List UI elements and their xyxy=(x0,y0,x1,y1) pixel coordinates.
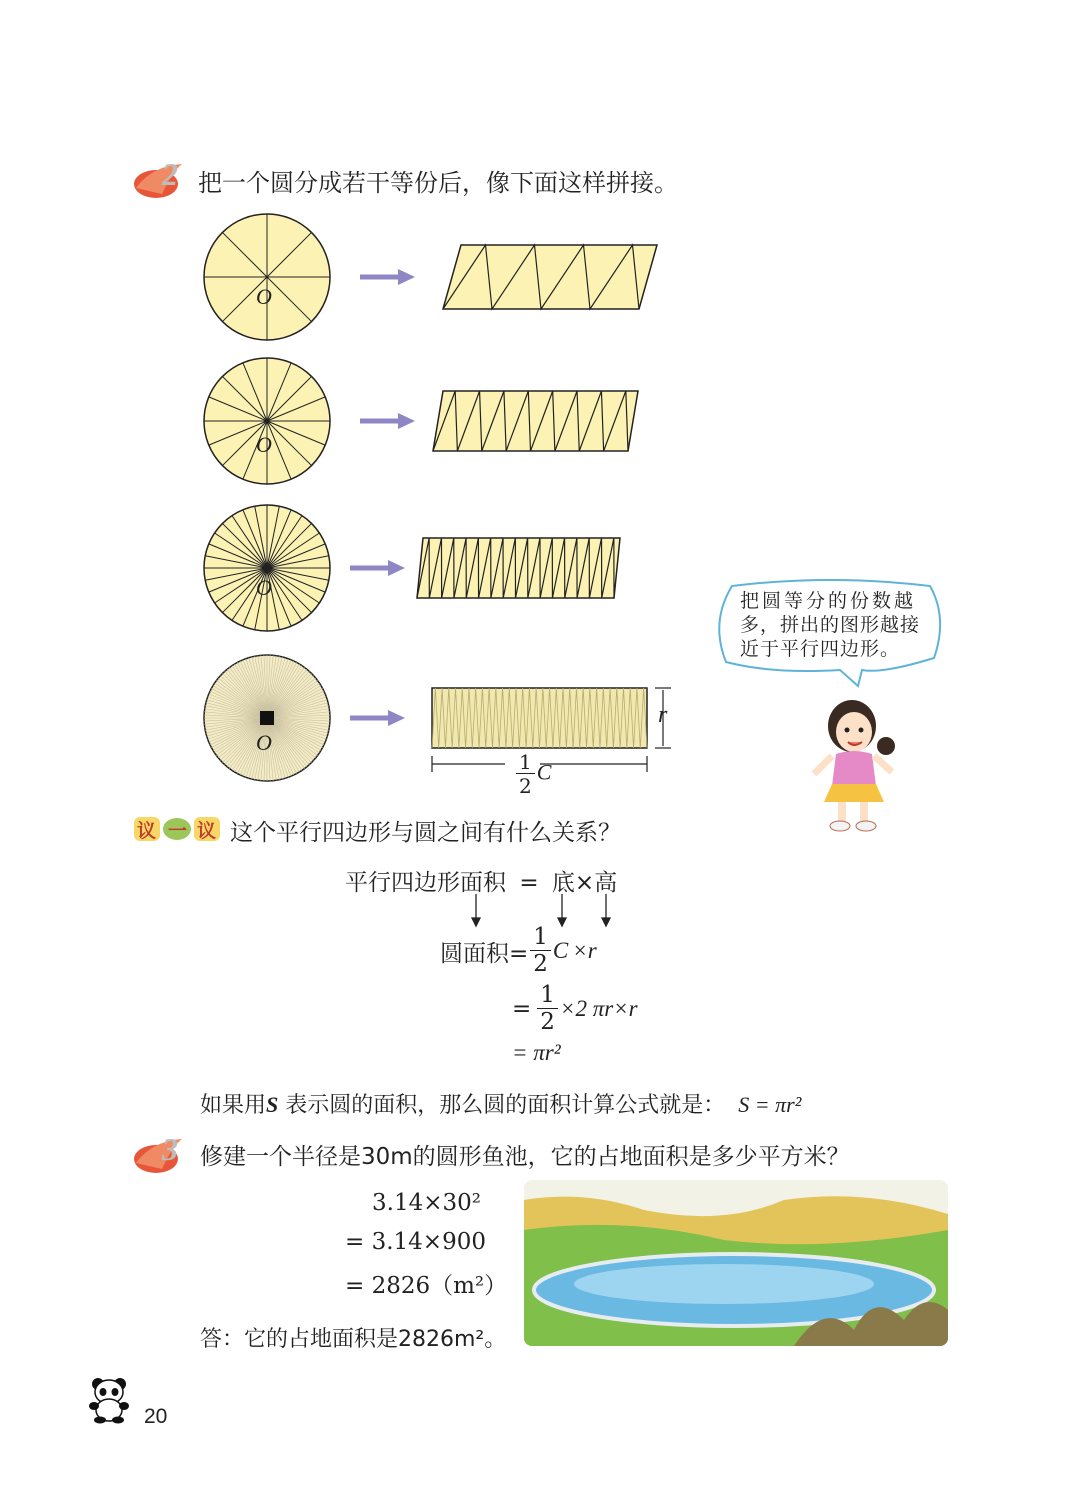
arrow-head xyxy=(388,710,405,726)
discuss-badge-char-1: 议 xyxy=(137,820,157,842)
base-den: 2 xyxy=(519,774,532,798)
height-label: r xyxy=(658,702,668,728)
discuss-badge xyxy=(132,815,222,843)
discuss-text: 这个平行四边形与圆之间有什么关系？ xyxy=(230,820,621,846)
panda-mascot-icon xyxy=(86,1374,136,1424)
base-num: 1 xyxy=(516,752,535,774)
circle-center-dot xyxy=(260,711,274,725)
discuss-badge-char-2: 一 xyxy=(168,820,188,842)
base-word: 底 xyxy=(551,870,575,896)
example-3-badge xyxy=(132,1133,196,1175)
base-var: C xyxy=(536,759,552,785)
equals-sign-2: = xyxy=(512,996,532,1022)
center-label-2: O xyxy=(256,432,272,457)
frac-den-2: 2 xyxy=(540,1009,555,1035)
derivation-line-3 xyxy=(512,984,638,1034)
center-label-1: O xyxy=(256,284,272,309)
calc-line-1: 3.14×30² xyxy=(372,1190,481,1216)
circumference-var: C xyxy=(552,938,569,963)
base-label xyxy=(514,752,551,796)
speech-line-3: 近于平行四边形。 xyxy=(740,638,901,660)
times-sign: × xyxy=(574,870,595,896)
area-formula: S = πr² xyxy=(738,1092,802,1117)
girl-icon xyxy=(806,690,902,835)
formula-middle: 表示圆的面积，那么圆的面积计算公式就是： xyxy=(285,1093,726,1118)
expansion: ×2 πr×r xyxy=(559,996,638,1021)
frac-num: 1 xyxy=(530,926,551,951)
example-3-text: 修建一个半径是30m的圆形鱼池，它的占地面积是多少平方米？ xyxy=(200,1144,850,1170)
example-2-badge xyxy=(132,158,196,200)
answer-text: 答：它的占地面积是2826m²。 xyxy=(200,1327,507,1352)
frac-num-2: 1 xyxy=(537,984,558,1009)
speech-line-2: 多，拼出的图形越接 xyxy=(740,614,921,636)
arrow-head xyxy=(388,560,405,576)
speech-line-1: 把圆等分的份数越 xyxy=(740,590,917,612)
parallelogram-1 xyxy=(443,245,657,309)
girl-illustration xyxy=(806,690,902,835)
speech-bubble xyxy=(712,578,950,688)
formula-var: S xyxy=(266,1092,279,1117)
center-label-4: O xyxy=(256,730,272,755)
panda-icon xyxy=(86,1374,136,1424)
formula-prefix: 如果用 xyxy=(200,1093,267,1118)
times-r: ×r xyxy=(572,938,597,963)
pond-illustration xyxy=(524,1180,948,1346)
arrow-head xyxy=(398,413,415,429)
center-label-3: O xyxy=(256,575,272,600)
formula-sentence xyxy=(200,1088,801,1119)
page-number: 20 xyxy=(144,1405,168,1428)
equals-sign: = xyxy=(519,870,539,896)
parallelogram-area-label: 平行四边形面积 xyxy=(345,870,506,896)
calc-line-3: = 2826（m²） xyxy=(345,1273,508,1299)
height-word: 高 xyxy=(594,870,618,896)
calc-line-2: = 3.14×900 xyxy=(345,1229,486,1255)
example-3-number: 3 xyxy=(162,1131,178,1167)
arrow-head xyxy=(398,269,415,285)
circle-area-label: 圆面积= xyxy=(440,940,529,967)
derivation-line-4: = πr² xyxy=(512,1040,561,1065)
frac-den: 2 xyxy=(533,951,548,977)
fish-pond-picture xyxy=(524,1180,948,1346)
derivation-line-2 xyxy=(440,926,597,976)
example-2-number: 2 xyxy=(162,156,178,192)
example-2-text: 把一个圆分成若干等份后，像下面这样拼接。 xyxy=(198,169,678,197)
discuss-badge-char-3: 议 xyxy=(197,820,217,842)
